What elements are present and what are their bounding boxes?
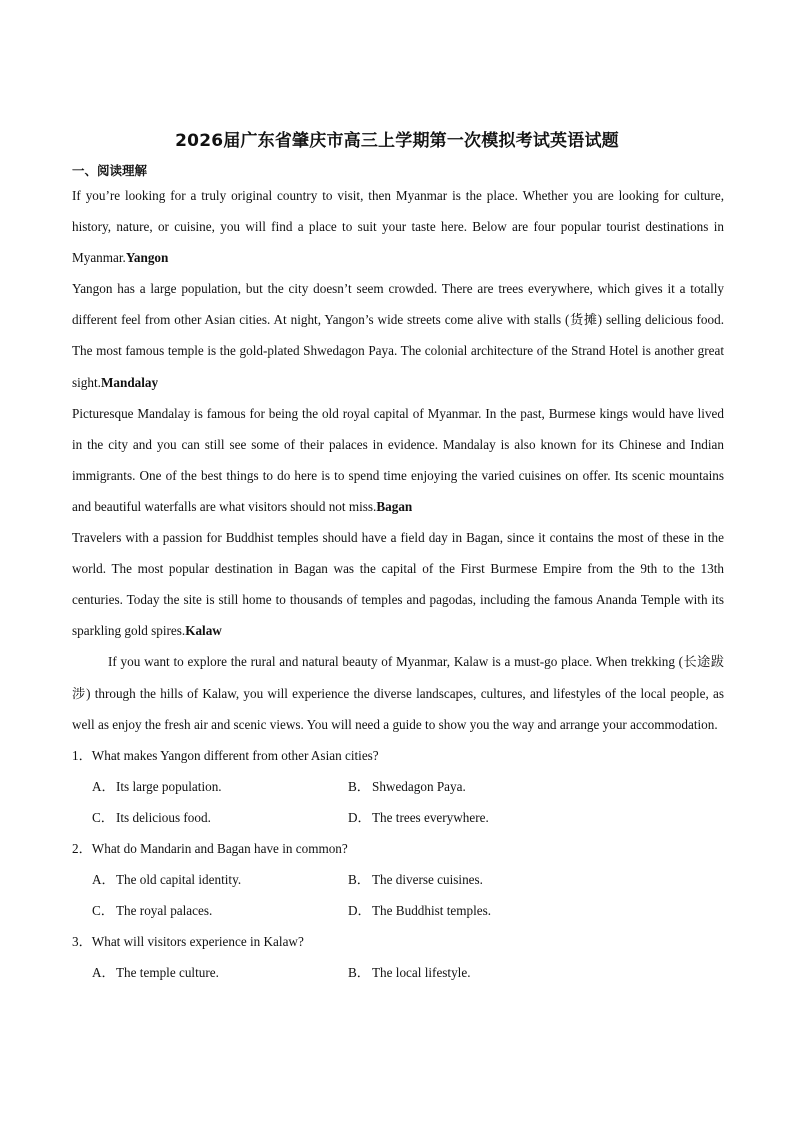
option-letter: D． bbox=[348, 809, 371, 825]
passage-intro: If you’re looking for a truly original country to visit, then Myanmar is the place. Whether you are looking for culture, history, nature, or cuisine, you will find a place to suit your taste here. Below are four popular tourist destinations in Myanmar. bbox=[72, 188, 724, 266]
heading-bagan: Bagan bbox=[376, 498, 413, 514]
heading-mandalay: Mandalay bbox=[100, 374, 159, 390]
option-text: The diverse cuisines. bbox=[372, 872, 483, 888]
option-letter: A． bbox=[92, 965, 115, 981]
page-title: 2026届广东省肇庆市高三上学期第一次模拟考试英语试题 bbox=[175, 131, 619, 151]
option-a bbox=[92, 771, 348, 802]
reading-passage bbox=[72, 180, 724, 988]
option-c bbox=[92, 802, 348, 833]
option-row bbox=[72, 895, 724, 926]
option-text: Its large population. bbox=[116, 778, 222, 794]
option-letter: C． bbox=[92, 903, 114, 919]
option-text: The local lifestyle. bbox=[372, 965, 471, 981]
option-b bbox=[348, 957, 604, 988]
option-row bbox=[72, 771, 724, 802]
heading-kalaw: Kalaw bbox=[185, 623, 222, 639]
question-3 bbox=[72, 926, 724, 988]
option-letter: C． bbox=[92, 809, 114, 825]
option-text: Its delicious food. bbox=[116, 809, 211, 825]
option-row bbox=[72, 957, 724, 988]
option-a bbox=[92, 864, 348, 895]
option-d bbox=[348, 895, 604, 926]
passage-yangon: Yangon has a large population, but the city doesn’t seem crowded. There are trees everywhere, which gives it a totally different feel from other Asian cities. At night, Yangon’s wide streets come alive with stalls (货摊) selling delicious food. The most famous temple is the gold-plated Shwedagon Paya. The colonial architecture of the Strand Hotel is another great sight. bbox=[72, 281, 724, 390]
option-text: Shwedagon Paya. bbox=[372, 778, 466, 794]
passage-yangon-paragraph bbox=[72, 273, 724, 397]
option-letter: A． bbox=[92, 872, 115, 888]
option-b bbox=[348, 771, 604, 802]
option-letter: B． bbox=[348, 872, 370, 888]
option-text: The trees everywhere. bbox=[372, 809, 489, 825]
passage-intro-paragraph bbox=[72, 180, 724, 273]
passage-mandalay-paragraph bbox=[72, 398, 724, 522]
passage-kalaw-paragraph: If you want to explore the rural and natural beauty of Myanmar, Kalaw is a must-go place. When trekking (长途跋涉) through the hills of Kalaw, you will experience the diverse landscapes, cultures, and lifestyles of the local people, as well as enjoy the fresh air and scenic views. You will need a guide to show you the way and arrange your accommodation. bbox=[72, 654, 724, 732]
option-text: The old capital identity. bbox=[116, 872, 242, 888]
option-c bbox=[92, 895, 348, 926]
option-text: The temple culture. bbox=[116, 965, 219, 981]
option-row bbox=[72, 802, 724, 833]
heading-yangon: Yangon bbox=[125, 250, 169, 266]
option-letter: D． bbox=[348, 903, 371, 919]
question-1 bbox=[72, 740, 724, 833]
option-a bbox=[92, 957, 348, 988]
question-2 bbox=[72, 833, 724, 926]
passage-bagan-paragraph bbox=[72, 522, 724, 646]
option-row bbox=[72, 864, 724, 895]
option-b bbox=[348, 864, 604, 895]
option-letter: A． bbox=[92, 778, 115, 794]
option-letter: B． bbox=[348, 778, 370, 794]
option-letter: B． bbox=[348, 965, 370, 981]
question-stem: 1．What makes Yangon different from other Asian cities? bbox=[72, 747, 379, 763]
passage-mandalay: Picturesque Mandalay is famous for being the old royal capital of Myanmar. In the past, Burmese kings would have lived in the city and you can still see some of their palaces in evidence. Mandalay is also known for its Chinese and Indian immigrants. One of the best things to do here is to spend time enjoying the varied cuisines on offer. Its scenic mountains and beautiful waterfalls are what visitors should not miss. bbox=[72, 405, 724, 514]
option-text: The royal palaces. bbox=[116, 903, 213, 919]
option-d bbox=[348, 802, 604, 833]
section-heading: 一、阅读理解 bbox=[72, 163, 148, 178]
question-stem: 2．What do Mandarin and Bagan have in common? bbox=[72, 840, 348, 856]
option-text: The Buddhist temples. bbox=[372, 903, 492, 919]
question-stem: 3．What will visitors experience in Kalaw? bbox=[72, 934, 304, 950]
passage-bagan: Travelers with a passion for Buddhist temples should have a field day in Bagan, since it contains the most of these in the world. The most popular destination in Bagan was the capital of the First Burmese Empire from the 9th to the 13th centuries. Today the site is still home to thousands of temples and pagodas, including the famous Ananda Temple with its sparkling gold spires. bbox=[72, 530, 724, 639]
